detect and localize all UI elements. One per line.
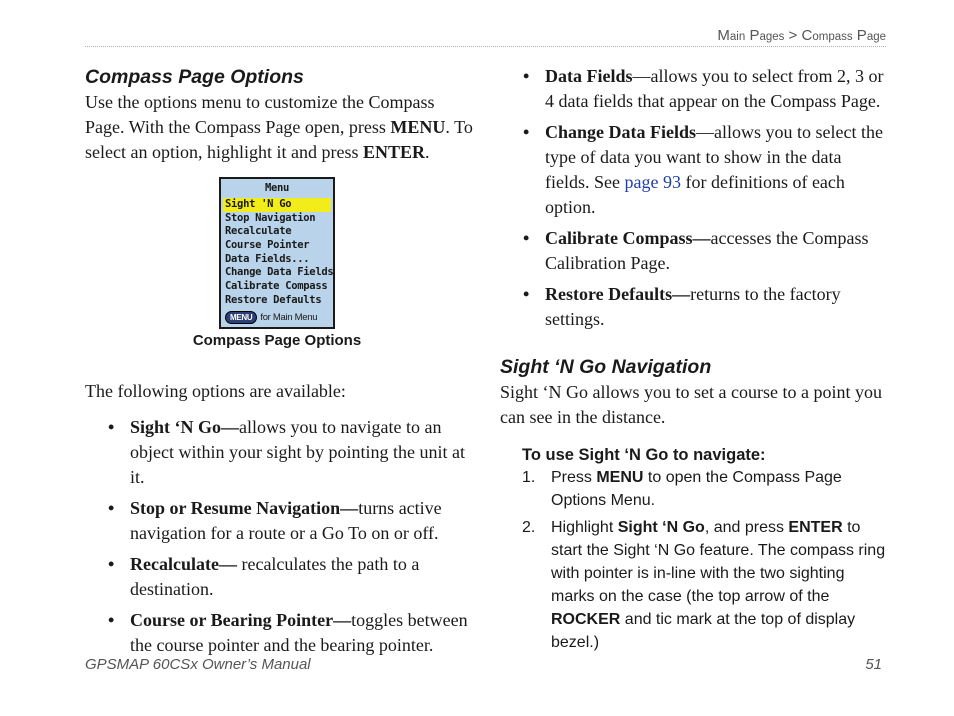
options-menu	[223, 198, 334, 308]
option-desc: recalculates the path to a destination.	[130, 554, 420, 599]
options-list-left	[108, 415, 477, 658]
option-desc: turns active navigation for a route or a Go To on or off.	[130, 498, 442, 543]
step-text: , and press	[704, 519, 789, 536]
procedure-title: To use Sight ‘N Go to navigate:	[522, 446, 766, 464]
figure-caption: Compass Page Options	[192, 332, 362, 349]
bullet: •	[108, 610, 115, 630]
header-section-initial: M	[717, 27, 730, 44]
list-item	[108, 415, 477, 490]
step-item	[500, 516, 890, 654]
option-desc: accesses the Compass Calibration Page.	[545, 228, 869, 273]
list-item	[108, 608, 477, 658]
section-heading-compass-options: Compass Page Options	[85, 66, 304, 88]
option-term: Stop or Resume Navigation—	[130, 498, 359, 518]
compass-menu-figure	[192, 177, 362, 351]
list-item	[108, 552, 477, 602]
device-screen	[219, 177, 335, 329]
option-term: Course or Bearing Pointer—	[130, 610, 352, 630]
procedure-steps	[500, 466, 890, 654]
option-term: Recalculate—	[130, 554, 237, 574]
intro-text-1: Use the options menu to customize the Compass Page. With the Compass Page open, press	[85, 92, 435, 137]
enter-key-ref: ENTER	[362, 142, 425, 162]
step-number: 1.	[522, 469, 536, 486]
step-key: MENU	[596, 469, 644, 486]
option-term: Sight ‘N Go—	[130, 417, 240, 437]
menu-item-sight-n-go[interactable]: Sight 'N Go	[223, 198, 331, 212]
list-item	[523, 64, 890, 114]
list-item	[523, 120, 890, 220]
intro-text-3: .	[424, 142, 430, 162]
option-desc: —allows you to select the type of data you want to show in the data fields. See	[545, 122, 883, 192]
menu-item-change-data-fields[interactable]: Change Data Fields	[225, 266, 334, 279]
option-term: Data Fields	[545, 66, 633, 86]
bullet: •	[108, 554, 115, 574]
menu-item-calibrate-compass[interactable]: Calibrate Compass	[225, 280, 328, 293]
option-term: Calibrate Compass—	[545, 228, 711, 248]
header-rule	[85, 46, 886, 47]
screen-footer-text: for Main Menu	[260, 312, 318, 323]
intro-paragraph	[85, 90, 477, 165]
options-list-right	[523, 64, 890, 332]
header-section-rest-2: ages	[759, 31, 785, 43]
bullet: •	[108, 498, 115, 518]
header-page-initial-2: P	[856, 27, 867, 44]
following-options-text: The following options are available:	[85, 381, 346, 401]
menu-item-course-pointer[interactable]: Course Pointer	[225, 239, 310, 252]
section-heading-sight-n-go: Sight ‘N Go Navigation	[500, 356, 712, 378]
menu-key-ref: MENU	[390, 117, 446, 137]
list-item	[108, 496, 477, 546]
header-section-initial-2: P	[749, 27, 760, 44]
step-text: Press	[551, 469, 597, 486]
step-text: Highlight	[551, 519, 618, 536]
option-term: Change Data Fields	[545, 122, 697, 142]
bullet: •	[523, 122, 530, 142]
step-key: ROCKER	[551, 611, 621, 628]
option-desc: —allows you to select from 2, 3 or 4 data fields that appear on the Compass Page.	[545, 66, 884, 111]
option-desc: toggles between the course pointer and the bearing pointer.	[130, 610, 468, 655]
bullet: •	[108, 417, 115, 437]
right-column	[500, 64, 890, 654]
left-column	[85, 64, 477, 658]
intro-text-2: . To select an option, highlight it and press	[85, 117, 473, 162]
header-page-rest-2: age	[866, 31, 886, 43]
page-93-link[interactable]: page 93	[624, 172, 681, 192]
option-desc: returns to the factory settings.	[545, 284, 841, 329]
step-number: 2.	[522, 519, 536, 536]
step-item	[500, 466, 890, 512]
option-desc-end: for definitions of each option.	[545, 172, 845, 217]
menu-key-icon: MENU	[225, 311, 257, 324]
step-text: to open the Compass Page Options Menu.	[551, 469, 842, 509]
screen-footer	[225, 311, 317, 324]
bullet: •	[523, 284, 530, 304]
bullet: •	[523, 228, 530, 248]
menu-item-recalculate[interactable]: Recalculate	[225, 225, 292, 238]
header-page-rest: ompass	[812, 31, 853, 43]
step-key: Sight ‘N Go	[617, 519, 705, 536]
step-text: to start the Sight ‘N Go feature. The compass ring with pointer is in-line with the two sighting marks on the case (the top arrow of the	[551, 519, 886, 605]
footer-page-number: 51	[865, 656, 882, 673]
step-text: and tic mark at the top of display bezel.)	[551, 611, 856, 651]
menu-item-stop-navigation[interactable]: Stop Navigation	[225, 211, 316, 224]
footer-manual-title: GPSMAP 60CSx Owner’s Manual	[85, 656, 311, 673]
list-item	[523, 282, 890, 332]
bullet: •	[523, 66, 530, 86]
option-desc: allows you to navigate to an object within your sight by pointing the unit at it.	[130, 417, 465, 487]
option-term: Restore Defaults—	[545, 284, 691, 304]
sight-n-go-intro: Sight ‘N Go allows you to set a course to a point you can see in the distance.	[500, 382, 882, 427]
menu-item-restore-defaults[interactable]: Restore Defaults	[225, 293, 322, 306]
menu-item-data-fields[interactable]: Data Fields...	[225, 252, 310, 265]
step-key: ENTER	[788, 519, 843, 536]
header-separator: >	[784, 27, 802, 44]
screen-title: Menu	[264, 182, 290, 194]
header-page-initial: C	[801, 27, 813, 44]
running-header	[717, 27, 886, 44]
list-item	[523, 226, 890, 276]
header-section-rest: ain	[729, 31, 746, 43]
